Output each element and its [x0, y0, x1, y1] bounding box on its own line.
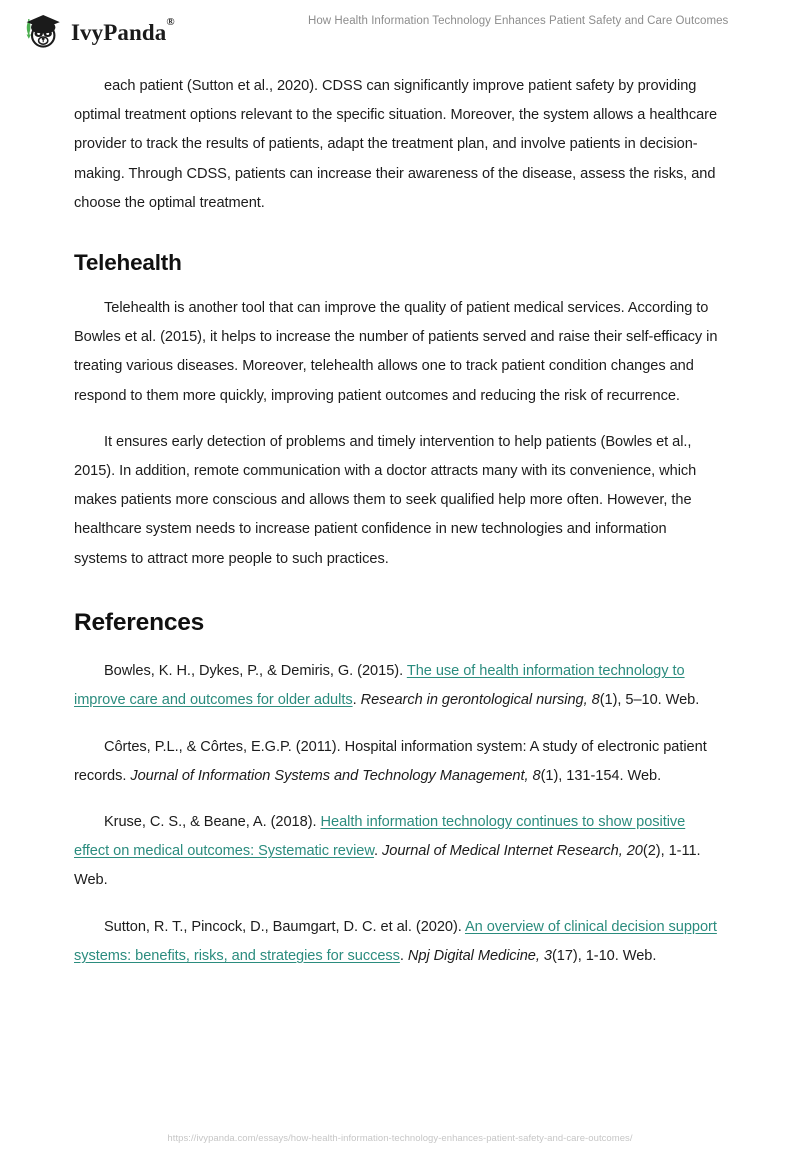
reference-tail: (1), 5–10. Web. — [599, 692, 700, 709]
page-header — [0, 0, 800, 62]
reference-journal: Research in gerontological nursing, 8 — [360, 692, 600, 709]
reference-item — [74, 808, 723, 896]
reference-authors-year: Kruse, C. S., & Beane, A. (2018). — [104, 814, 321, 831]
reference-after-link: . — [374, 843, 383, 860]
reference-tail: (1), 131-154. Web. — [540, 767, 662, 784]
reference-journal: Npj Digital Medicine, 3 — [407, 947, 552, 964]
reference-tail: (2), 1-11. Web. — [74, 843, 701, 889]
reference-tail: (17), 1-10. Web. — [551, 947, 657, 964]
heading-references: References — [74, 608, 205, 636]
document-content — [74, 72, 723, 971]
references-list — [74, 657, 723, 971]
reference-item — [74, 733, 723, 791]
reference-authors-year: Bowles, K. H., Dykes, P., & Demiris, G. (2015). — [104, 663, 407, 680]
reference-journal: Journal of Information Systems and Technology Management, 8 — [130, 767, 541, 784]
document-running-title: How Health Information Technology Enhances Patient Safety and Care Outcomes — [308, 15, 729, 27]
reference-link[interactable]: Health information technology continues to show positive effect on medical outcomes: Systematic review — [74, 814, 686, 860]
reference-authors-year: Côrtes, P.L., & Côrtes, E.G.P. (2011). Hospital information system: A study of electronic patient records. — [74, 738, 707, 784]
reference-item — [74, 657, 723, 715]
reference-after-link: . — [352, 692, 361, 709]
paragraph-continued-cdss: each patient (Sutton et al., 2020). CDSS can significantly improve patient safety by providing optimal treatment options relevant to the specific situation. Moreover, the system allows a healthcare provider to track the results of patients, adapt the treatment plan, and involve patients in decision-making. Through CDSS, patients can increase their awareness of the disease, assess the risks, and choose the optimal treatment. — [74, 78, 718, 211]
paragraph-telehealth-1: Telehealth is another tool that can improve the quality of patient medical services. According to Bowles et al. (2015), it helps to increase the number of patients served and raise their self-efficacy in treating various diseases. Moreover, telehealth allows one to track patient condition changes and respond to them more quickly, improving patient outcomes and reducing the risk of recurrence. — [74, 300, 718, 404]
heading-telehealth: Telehealth — [74, 250, 182, 276]
footer-source-url[interactable]: https://ivypanda.com/essays/how-health-information-technology-enhances-patient-safety-and-care-outcomes/ — [167, 1133, 633, 1144]
reference-after-link: . — [399, 947, 408, 964]
brand-logo[interactable] — [20, 13, 175, 49]
page-footer — [0, 1128, 800, 1146]
reference-link[interactable]: The use of health information technology to improve care and outcomes for older adults — [74, 663, 685, 709]
panda-graduation-cap-logo-icon — [20, 13, 64, 49]
registered-trademark-icon: ® — [166, 15, 175, 28]
reference-item — [74, 913, 723, 971]
reference-authors-year: Sutton, R. T., Pincock, D., Baumgart, D. C. et al. (2020). — [104, 918, 465, 935]
paragraph-telehealth-2: It ensures early detection of problems and timely intervention to help patients (Bowles et al., 2015). In addition, remote communication with a doctor attracts many with its convenience, which makes patients more conscious and allows them to seek qualified help more often. However, the healthcare system needs to increase patient confidence in new technologies and information systems to attract more people to such practices. — [74, 433, 697, 567]
reference-link[interactable]: An overview of clinical decision support systems: benefits, risks, and strategies for success — [74, 918, 717, 964]
brand-name: IvyPanda® — [71, 15, 175, 45]
reference-journal: Journal of Medical Internet Research, 20 — [382, 843, 643, 860]
